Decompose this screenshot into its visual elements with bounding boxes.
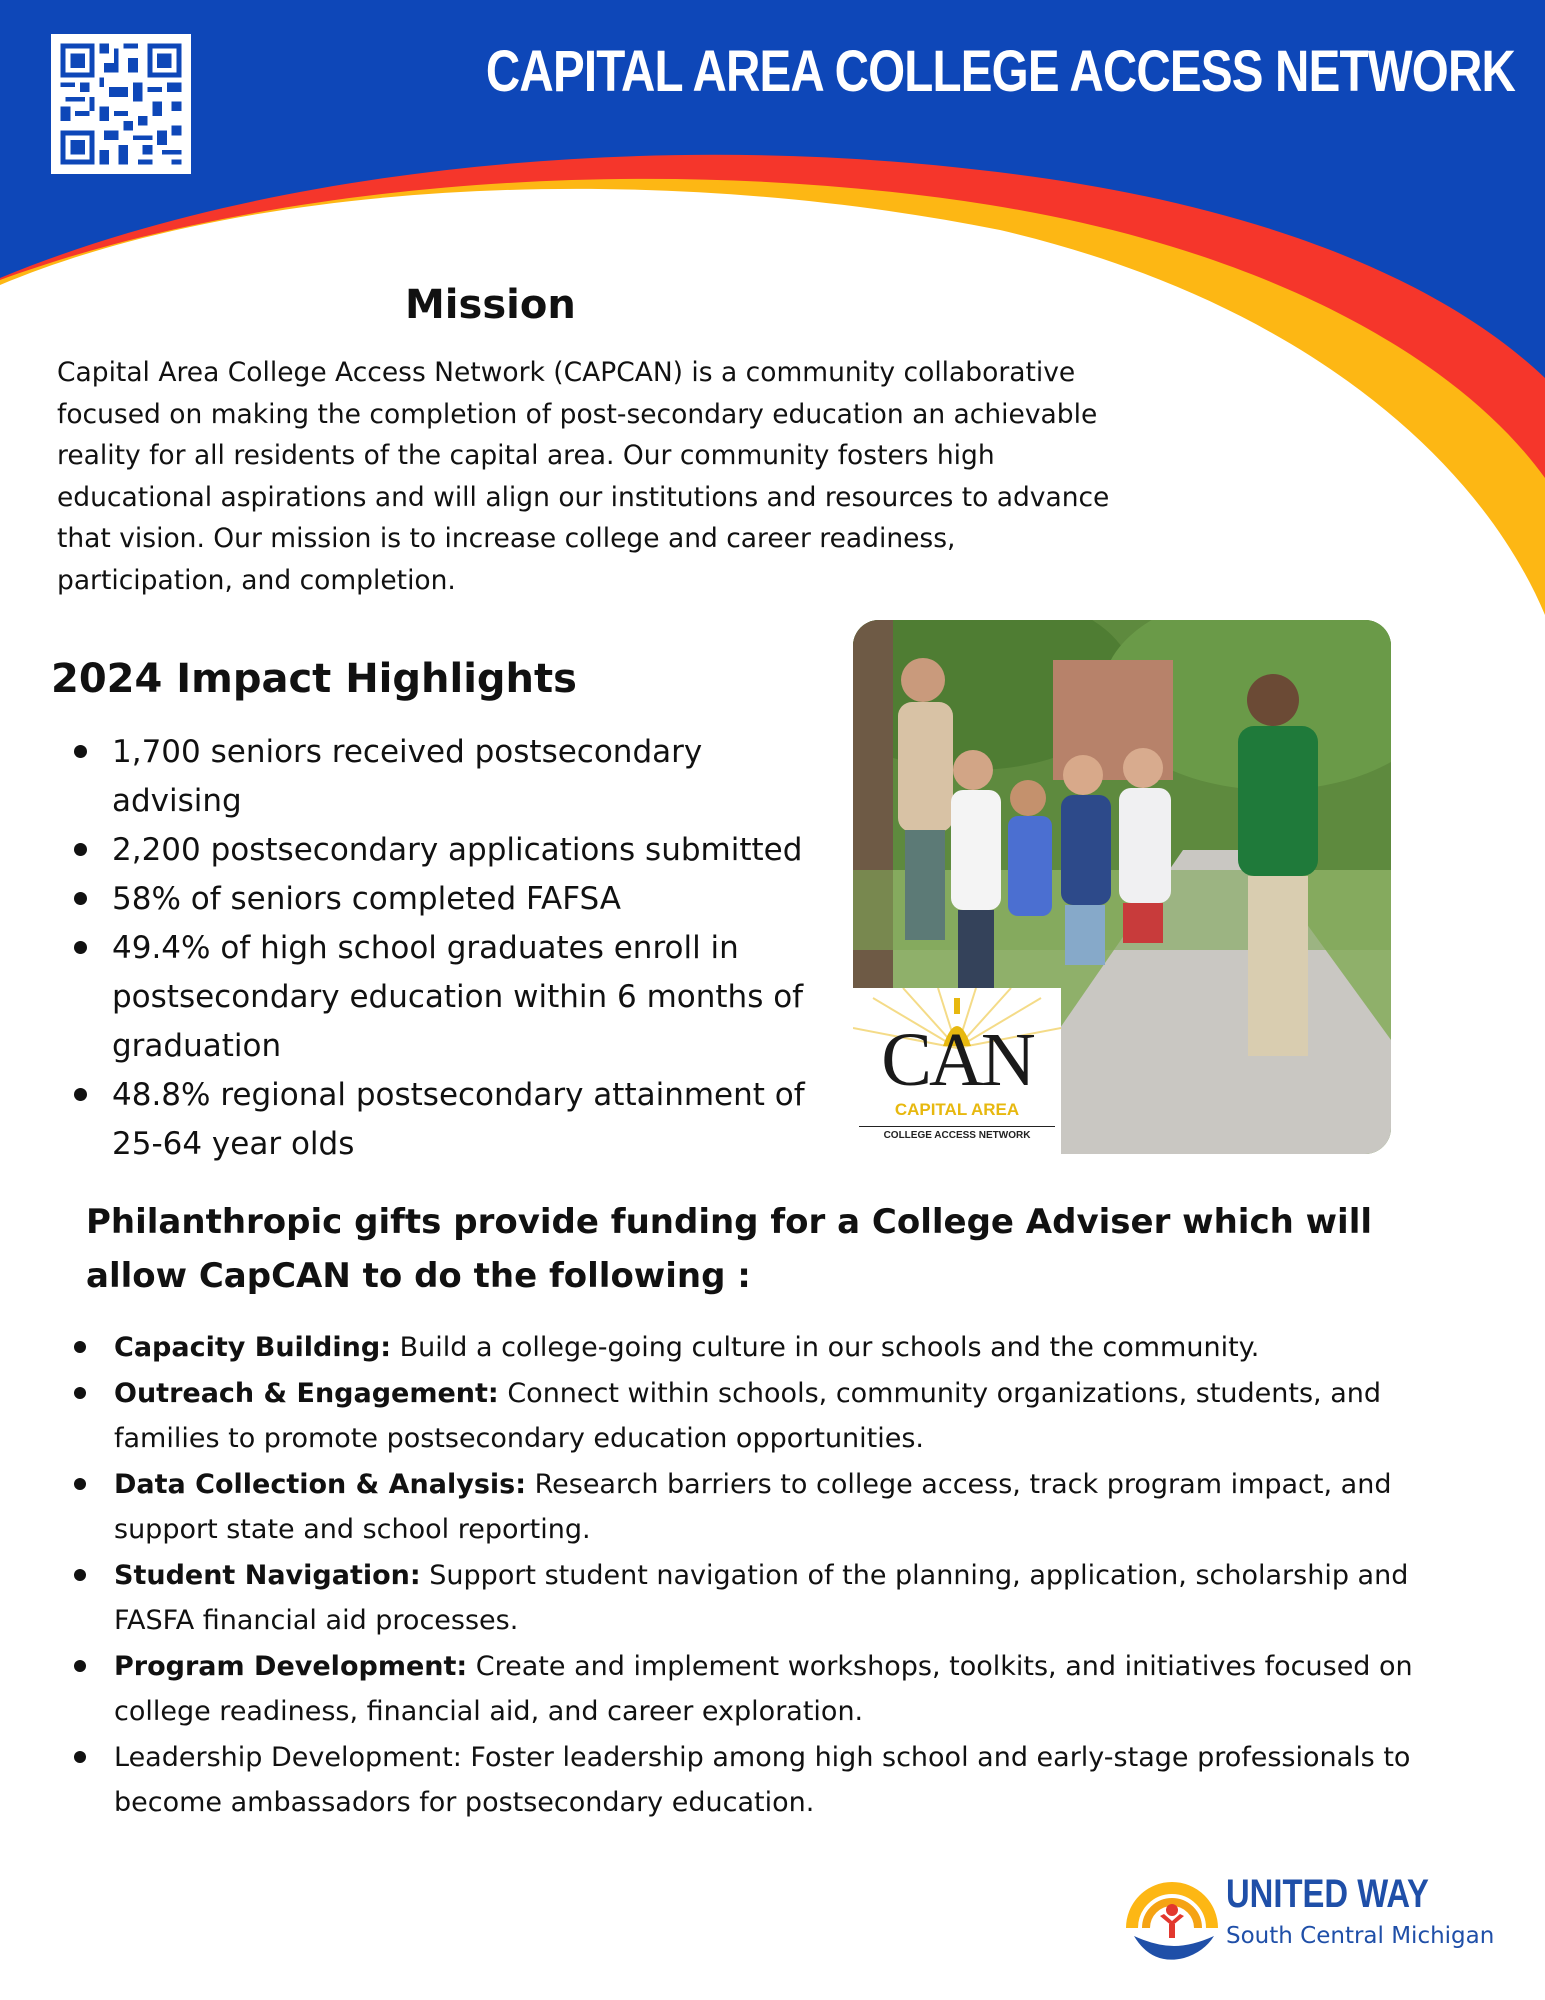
impact-highlights-heading: 2024 Impact Highlights <box>51 656 577 702</box>
philanthropy-list <box>70 1325 1490 1826</box>
philanthropy-item <box>70 1644 1490 1735</box>
organization-title: CAPITAL AREA COLLEGE ACCESS NETWORK <box>485 39 1515 104</box>
item-label: Capacity Building: <box>114 1332 391 1363</box>
item-text: Support student navigation of the planning, application, scholarship and FASFA financial aid processes. <box>114 1559 1409 1636</box>
philanthropy-item <box>70 1735 1490 1826</box>
item-label: Student Navigation: <box>114 1559 421 1591</box>
impact-item: 48.8% regional postsecondary attainment of 25-64 year olds <box>70 1071 830 1169</box>
item-text: Build a college-going culture in our schools and the community. <box>391 1332 1260 1363</box>
can-logo-capital-area: CAPITAL AREA <box>894 1100 1020 1119</box>
philanthropy-item <box>70 1462 1490 1553</box>
philanthropy-heading: Philanthropic gifts provide funding for a College Adviser which will allow CapCAN to do the following : <box>86 1202 1373 1296</box>
philanthropy-item <box>70 1553 1490 1644</box>
united-way-name: UNITED WAY <box>1226 1872 1429 1916</box>
item-label: Data Collection & Analysis: <box>114 1468 527 1500</box>
mission-paragraph: Capital Area College Access Network (CAPCAN) is a community collaborative focused on making the completion of post-secondary education an achievable reality for all residents of the capital area. Our community fosters high educational aspirations and will align our institutions and resources to advance that vision. Our mission is to increase college and career readiness, participation, and completion. <box>57 357 1110 596</box>
united-way-region: South Central Michigan <box>1226 1923 1495 1949</box>
item-label: Outreach & Engagement: <box>114 1377 499 1409</box>
item-text: Research barriers to college access, track program impact, and support state and school reporting. <box>114 1468 1392 1545</box>
item-label: Program Development: <box>114 1650 468 1682</box>
impact-item: 49.4% of high school graduates enroll in postsecondary education within 6 months of graduation <box>70 924 830 1071</box>
can-logo-text: CAN <box>881 1018 1033 1102</box>
item-text: Connect within schools, community organizations, students, and families to promote postsecondary education opportunities. <box>114 1377 1382 1454</box>
mission-heading: Mission <box>405 282 576 328</box>
impact-item: 58% of seniors completed FAFSA <box>70 875 830 924</box>
item-text: Create and implement workshops, toolkits, and initiatives focused on college readiness, financial aid, and career exploration. <box>114 1650 1413 1727</box>
impact-highlights-list <box>70 728 830 1169</box>
impact-item: 1,700 seniors received postsecondary advising <box>70 728 830 826</box>
qr-code-icon[interactable] <box>51 34 191 174</box>
item-text: Leadership Development: Foster leadership among high school and early-stage professionals to become ambassadors for postsecondary education. <box>114 1741 1411 1818</box>
united-way-hand-icon <box>1122 1870 1222 1970</box>
impact-item: 2,200 postsecondary applications submitted <box>70 826 830 875</box>
capital-area-can-logo <box>853 988 1061 1154</box>
can-logo-network: COLLEGE ACCESS NETWORK <box>859 1126 1055 1141</box>
philanthropy-item <box>70 1325 1490 1371</box>
philanthropy-item <box>70 1371 1490 1462</box>
